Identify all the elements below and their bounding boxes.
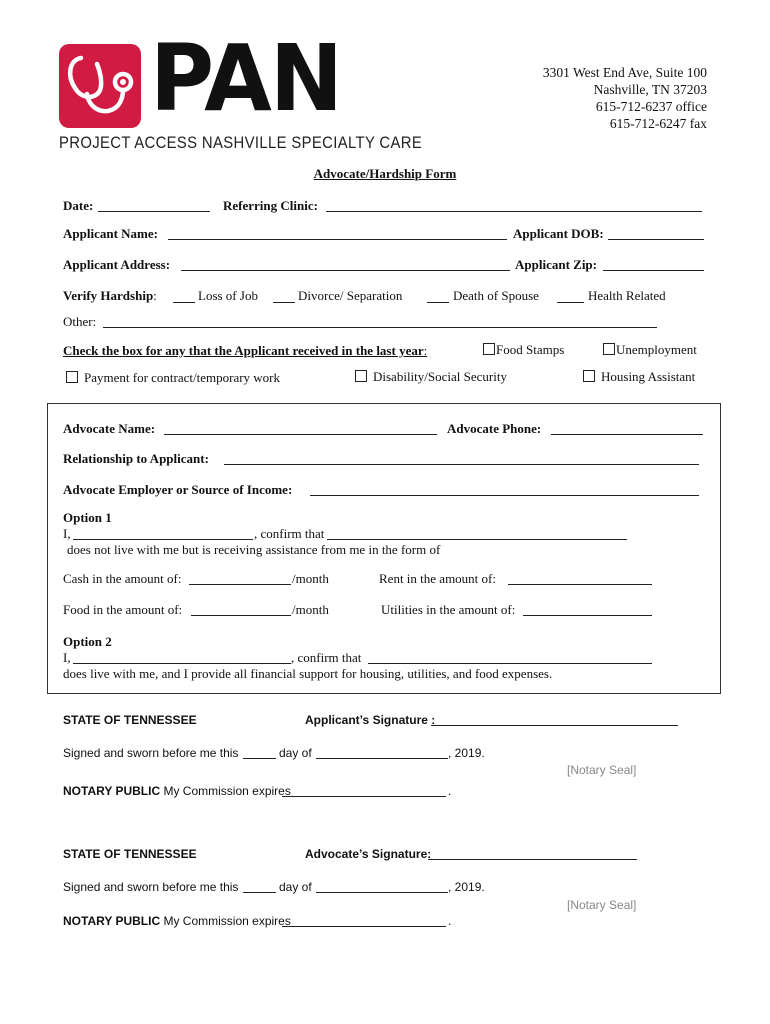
logo-wordmark: PAN <box>150 25 342 132</box>
address-line1: 3301 West End Ave, Suite 100 <box>542 65 707 80</box>
hardship-health-field[interactable] <box>557 290 584 303</box>
utilities-amount-field[interactable] <box>523 603 652 616</box>
hardship-death-field[interactable] <box>427 290 449 303</box>
option2-title: Option 2 <box>63 634 112 649</box>
advocate-employer-label: Advocate Employer or Source of Income: <box>63 482 293 497</box>
notary1-month-field[interactable] <box>316 746 448 759</box>
notary2-signed-text: Signed and sworn before me this <box>63 880 239 894</box>
date-field[interactable] <box>98 199 210 212</box>
applicant-name-label: Applicant Name: <box>63 226 158 241</box>
other-field[interactable] <box>103 315 657 328</box>
advocate-signature-label: Advocate’s Signature: <box>305 847 432 861</box>
notary1-period: . <box>448 784 452 798</box>
food-stamps-label: Food Stamps <box>496 342 565 357</box>
contract-work-option[interactable] <box>66 370 280 386</box>
option2-confirm: , confirm that <box>291 650 362 665</box>
hardship-divorce-label: Divorce/ Separation <box>298 288 403 303</box>
option1-advocate-name-field[interactable] <box>73 527 253 540</box>
option1-title: Option 1 <box>63 510 112 525</box>
option2-statement: does live with me, and I provide all financial support for housing, utilities, and food expenses. <box>63 666 553 681</box>
food-per-month: /month <box>292 602 329 617</box>
notary1-year: , 2019. <box>448 746 485 760</box>
hardship-loss-of-job-label: Loss of Job <box>198 288 258 303</box>
verify-hardship-colon: : <box>153 288 157 303</box>
applicant-zip-field[interactable] <box>603 258 704 271</box>
unemployment-checkbox[interactable] <box>603 343 615 355</box>
relationship-field[interactable] <box>224 452 699 465</box>
contract-work-checkbox[interactable] <box>66 371 78 383</box>
fax-number: 615-712-6247 fax <box>609 116 707 131</box>
notary2-public-label: NOTARY PUBLIC <box>63 914 161 928</box>
disability-checkbox[interactable] <box>355 370 367 382</box>
notary2-public <box>63 914 291 928</box>
verify-hardship-text: Verify Hardship <box>63 288 154 303</box>
contract-work-label: Payment for contract/temporary work <box>84 370 281 385</box>
disability-label: Disability/Social Security <box>373 369 507 384</box>
notary2-seal: [Notary Seal] <box>567 898 637 912</box>
notary2-day-of: day of <box>279 880 312 894</box>
notary1-public <box>63 784 291 798</box>
applicant-signature-field[interactable] <box>431 713 678 726</box>
food-label: Food in the amount of: <box>63 602 183 617</box>
cash-label: Cash in the amount of: <box>63 571 182 586</box>
logo-tagline: PROJECT ACCESS NASHVILLE SPECIALTY CARE <box>59 134 423 152</box>
notary1-day-field[interactable] <box>243 746 276 759</box>
other-label: Other: <box>63 314 97 329</box>
cash-per-month: /month <box>292 571 329 586</box>
unemployment-option[interactable] <box>603 342 697 358</box>
applicant-address-label: Applicant Address: <box>63 257 171 272</box>
notary1-state: STATE OF TENNESSEE <box>63 713 197 727</box>
applicant-dob-label: Applicant DOB: <box>513 226 604 241</box>
housing-assistant-checkbox[interactable] <box>583 370 595 382</box>
form-title: Advocate/Hardship Form <box>313 166 457 181</box>
notary1-seal: [Notary Seal] <box>567 763 637 777</box>
referring-clinic-label: Referring Clinic: <box>223 198 318 213</box>
rent-label: Rent in the amount of: <box>379 571 496 586</box>
notary2-commission-field[interactable] <box>282 914 446 927</box>
notary2-period: . <box>448 914 452 928</box>
notary2-day-field[interactable] <box>243 880 276 893</box>
applicant-dob-field[interactable] <box>608 227 704 240</box>
logo-stethoscope-mark <box>59 44 141 128</box>
office-phone: 615-712-6237 office <box>595 99 707 114</box>
advocate-name-label: Advocate Name: <box>63 421 156 436</box>
food-stamps-option[interactable] <box>483 342 564 358</box>
notary1-signed-text: Signed and sworn before me this <box>63 746 239 760</box>
notary1-public-label: NOTARY PUBLIC <box>63 784 161 798</box>
notary2-commission-label: My Commission expires <box>163 914 291 928</box>
hardship-divorce-field[interactable] <box>273 290 295 303</box>
utilities-label: Utilities in the amount of: <box>381 602 516 617</box>
disability-option[interactable] <box>355 369 507 385</box>
received-prompt-text: Check the box for any that the Applicant received in the last year <box>63 343 424 358</box>
notary1-commission-field[interactable] <box>282 784 446 797</box>
applicant-address-field[interactable] <box>181 258 510 271</box>
notary2-state: STATE OF TENNESSEE <box>63 847 197 861</box>
food-amount-field[interactable] <box>191 603 291 616</box>
option1-statement: does not live with me but is receiving assistance from me in the form of <box>67 542 441 557</box>
option2-i: I, <box>63 650 71 665</box>
advocate-phone-label: Advocate Phone: <box>447 421 542 436</box>
option1-i: I, <box>63 526 71 541</box>
advocate-phone-field[interactable] <box>551 422 703 435</box>
housing-assistant-option[interactable] <box>583 369 695 385</box>
date-label: Date: <box>63 198 94 213</box>
cash-amount-field[interactable] <box>189 572 291 585</box>
option1-confirm: , confirm that <box>254 526 325 541</box>
received-prompt-colon: : <box>423 343 428 358</box>
hardship-loss-of-job-field[interactable] <box>173 290 195 303</box>
advocate-employer-field[interactable] <box>310 483 699 496</box>
referring-clinic-field[interactable] <box>326 199 702 212</box>
hardship-death-label: Death of Spouse <box>453 288 539 303</box>
notary1-day-of: day of <box>279 746 312 760</box>
option2-advocate-name-field[interactable] <box>73 651 291 664</box>
option1-applicant-name-field[interactable] <box>327 527 627 540</box>
hardship-health-label: Health Related <box>588 288 666 303</box>
food-stamps-checkbox[interactable] <box>483 343 495 355</box>
unemployment-label: Unemployment <box>616 342 697 357</box>
applicant-zip-label: Applicant Zip: <box>515 257 597 272</box>
relationship-label: Relationship to Applicant: <box>63 451 209 466</box>
notary1-commission-label: My Commission expires <box>163 784 291 798</box>
advocate-name-field[interactable] <box>164 422 437 435</box>
notary2-year: , 2019. <box>448 880 485 894</box>
option2-applicant-name-field[interactable] <box>368 651 652 664</box>
address-line2: Nashville, TN 37203 <box>593 82 707 97</box>
clinic-address <box>543 64 707 132</box>
rent-amount-field[interactable] <box>508 572 652 585</box>
advocate-signature-field[interactable] <box>428 847 637 860</box>
verify-hardship-label <box>63 288 157 304</box>
notary2-month-field[interactable] <box>316 880 448 893</box>
applicant-name-field[interactable] <box>168 227 507 240</box>
stethoscope-icon <box>59 44 141 128</box>
applicant-signature-label: Applicant’s Signature : <box>305 713 436 727</box>
received-prompt <box>63 343 427 359</box>
housing-assistant-label: Housing Assistant <box>601 369 696 384</box>
